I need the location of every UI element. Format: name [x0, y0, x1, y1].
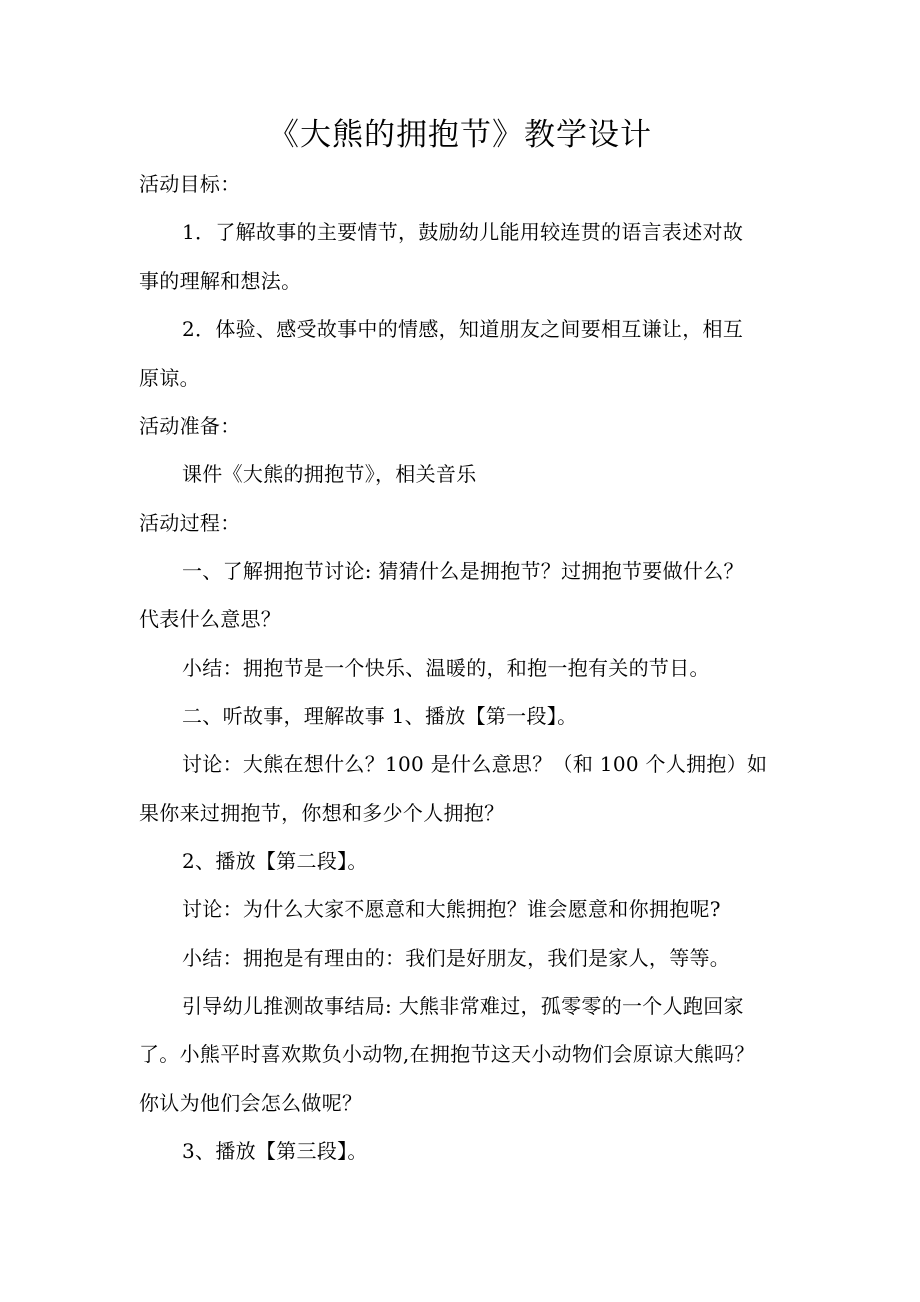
- paragraph-line: 原谅。: [139, 366, 200, 390]
- paragraph-line: 引导幼儿推测故事结局: 大熊非常难过，孤零零的一个人跑回家: [182, 994, 744, 1018]
- section-heading-goals: 活动目标：: [139, 172, 241, 196]
- paragraph-line: 小结：拥抱节是一个快乐、温暖的，和抱一抱有关的节日。: [182, 656, 710, 680]
- paragraph-line: 事的理解和想法。: [139, 269, 302, 293]
- section-heading-preparation: 活动准备：: [139, 414, 241, 438]
- paragraph-line: 小结：拥抱是有理由的：我们是好朋友，我们是家人，等等。: [182, 946, 731, 970]
- section-heading-process: 活动过程：: [139, 511, 241, 535]
- paragraph-line: 讨论：大熊在想什么？100 是什么意思？（和 100 个人拥抱）如: [182, 752, 768, 776]
- paragraph-line: 3、播放【第三段】。: [182, 1139, 368, 1163]
- paragraph-line: 2．体验、感受故事中的情感，知道朋友之间要相互谦让，相互: [182, 317, 744, 341]
- paragraph-line: 一、了解拥抱节讨论: 猜猜什么是拥抱节？过拥抱节要做什么？: [182, 559, 744, 583]
- paragraph-line: 果你来过拥抱节，你想和多少个人拥抱？: [139, 801, 505, 825]
- paragraph-line: 讨论：为什么大家不愿意和大熊拥抱？谁会愿意和你拥抱呢?: [182, 897, 721, 921]
- paragraph-line: 1．了解故事的主要情节，鼓励幼儿能用较连贯的语言表述对故: [182, 220, 744, 244]
- paragraph-line: 你认为他们会怎么做呢？: [139, 1091, 363, 1115]
- paragraph-line: 代表什么意思？: [139, 607, 282, 631]
- paragraph-line: 课件《大熊的拥抱节》，相关音乐: [182, 462, 477, 486]
- paragraph-line: 2、播放【第二段】。: [182, 849, 368, 873]
- document-title: 《大熊的拥抱节》教学设计: [268, 117, 652, 153]
- paragraph-line: 二、听故事，理解故事 1、播放【第一段】。: [182, 704, 578, 728]
- paragraph-line: 了。小熊平时喜欢欺负小动物,在拥抱节这天小动物们会原谅大熊吗？: [139, 1042, 755, 1066]
